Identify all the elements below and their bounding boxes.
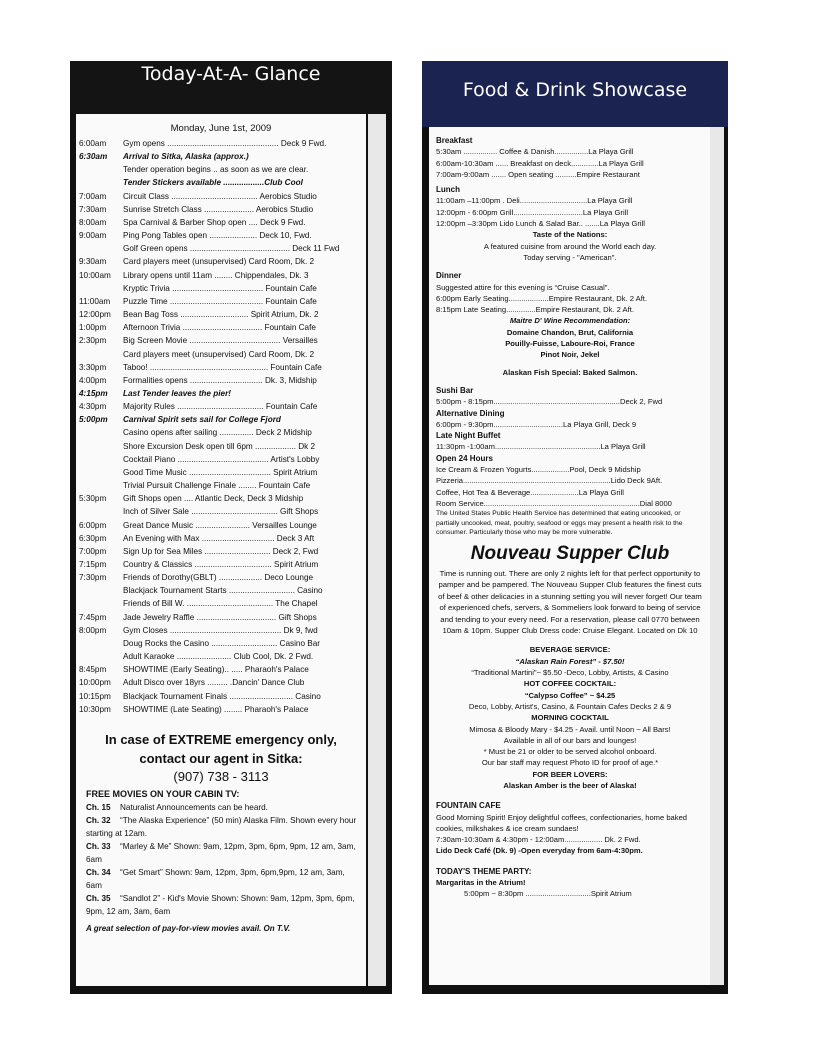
schedule-time: 2:30pm — [79, 336, 107, 346]
section-lunch: Lunch — [436, 185, 460, 195]
schedule-time: 8:00pm — [79, 625, 107, 635]
schedule-time — [76, 163, 123, 176]
schedule-event: Spa Carnival & Barber Shop open .... Deck 9 Fwd. — [123, 217, 306, 227]
schedule-event: Circuit Class ...................................... Aerobics Studio — [123, 191, 317, 201]
schedule-event: Golf Green opens ............................................ Deck 11 Fwd — [123, 244, 340, 254]
schedule-row — [76, 400, 366, 413]
schedule-row — [76, 203, 366, 216]
movie-text: “Sandlot 2” - Kid's Movie Shown: Shown: 9am, 12pm, 3pm, 6pm, 9pm, 12 am, 3am, 6am — [86, 893, 355, 916]
schedule-row — [76, 374, 366, 387]
movie-item — [86, 892, 360, 918]
schedule-row — [76, 571, 366, 584]
schedule-row — [76, 492, 366, 505]
lido-cafe: Lido Deck Café (Dk. 9) -Open everyday from 6am-4:30pm. — [436, 846, 643, 856]
movies-list — [76, 801, 366, 918]
list-item: 12:00pm - 6:00pm Grill.................................La Playa Grill — [436, 207, 629, 217]
schedule-time: 1:00pm — [79, 323, 107, 333]
schedule-time: 9:30am — [79, 257, 107, 267]
age-notice: Our bar staff may request Photo ID for proof of age.* — [481, 758, 659, 768]
schedule-row — [76, 545, 366, 558]
nations-title: Taste of the Nations: — [532, 230, 608, 240]
nations-line: A featured cuisine from around the World each day. — [483, 241, 657, 251]
schedule-row — [76, 387, 366, 400]
schedule-event: Formalities opens ................................ Dk. 3, Midship — [123, 375, 317, 385]
schedule-time — [76, 426, 123, 439]
schedule-time: 9:00am — [79, 231, 107, 241]
schedule-row — [76, 242, 366, 255]
schedule-row — [76, 663, 366, 676]
schedule-row — [76, 255, 366, 268]
section-breakfast: Breakfast — [436, 136, 473, 145]
schedule-event: Card players meet (unsupervised) Card Room, Dk. 2 — [123, 349, 315, 359]
list-item: 5:30am ................ Coffee & Danish................La Playa Grill — [436, 147, 634, 157]
schedule-time: 6:30pm — [79, 533, 107, 543]
schedule-time — [76, 453, 123, 466]
morning-line: Mimosa & Bloody Mary - $4.25 - Avail. until Noon ~ All Bars! — [469, 724, 671, 734]
schedule-row — [76, 321, 366, 334]
list-item: Ice Cream & Frozen Yogurts..................Pool, Deck 9 Midship — [436, 465, 641, 475]
fountain-text: Good Morning Spirit! Enjoy delightful coffees, confectionaries, home baked cookies, milkshakes & ice cream sundaes! — [436, 812, 688, 833]
movie-text: “Marley & Me” Shown: 9am, 12pm, 3pm, 6pm, 9pm, 12 am, 3am, 6am — [86, 841, 356, 864]
schedule-event: Puzzle Time ......................................... Fountain Cafe — [123, 296, 317, 306]
schedule-row — [76, 229, 366, 242]
schedule-event: Big Screen Movie ........................................ Versailles — [123, 336, 318, 346]
schedule-row — [76, 269, 366, 282]
schedule-time: 7:15pm — [79, 560, 107, 569]
theme-name: Margaritas in the Atrium! — [436, 878, 526, 888]
schedule-time: 4:15pm — [79, 388, 108, 398]
schedule-event: Good Time Music .................................... Spirit Atrium — [123, 467, 318, 477]
list-item: 7:00am-9:00am ....... Open seating ..........Empire Restaurant — [436, 169, 640, 179]
theme-title: TODAY'S THEME PARTY: — [436, 866, 532, 876]
schedule-time — [76, 637, 123, 650]
movie-channel: Ch. 15 — [86, 802, 111, 812]
section-dinner: Dinner — [436, 271, 462, 281]
schedule-time: 4:00pm — [79, 375, 107, 385]
movie-item — [86, 840, 360, 866]
schedule-event: Tender operation begins .. as soon as we are clear. — [123, 165, 309, 175]
hot-coffee-title: HOT COFFEE COCKTAIL: — [523, 679, 617, 689]
schedule-row — [76, 190, 366, 203]
schedule-event: Kryptic Trivia ........................................ Fountain Cafe — [123, 283, 317, 293]
beer-title: FOR BEER LOVERS: — [532, 769, 608, 779]
list-item: 5:00pm - 8:15pm............................................................Deck 2, Fwd — [436, 397, 663, 407]
schedule-row — [76, 176, 366, 189]
schedule-row — [76, 676, 366, 689]
beverage-title: BEVERAGE SERVICE: — [529, 645, 611, 655]
list-item: Room Service..........................................................................Dial 8000 — [436, 498, 672, 508]
schedule-row — [76, 334, 366, 347]
movies-footer: A great selection of pay-for-view movies avail. On T.V. — [86, 923, 291, 933]
movie-item — [86, 814, 360, 840]
panel-title: Food & Drink Showcase — [422, 61, 728, 127]
schedule-event: SHOWTIME (Early Seating).. ..... Pharaoh's Palace — [123, 665, 309, 675]
schedule-time: 12:00pm — [79, 310, 111, 320]
schedule-time: 8:00am — [79, 217, 107, 227]
section-open-24: Open 24 Hours — [436, 453, 493, 463]
schedule-row — [76, 558, 366, 571]
fish-special: Alaskan Fish Special: Baked Salmon. — [502, 367, 638, 377]
list-item: 8:15pm Late Seating..............Empire Restaurant, Dk. 2 Aft. — [436, 305, 634, 315]
list-item: Pizzeria......................................................................Lido Deck 9Aft. — [436, 476, 663, 486]
schedule-time — [76, 479, 123, 492]
schedule-event: Great Dance Music ........................ Versailles Lounge — [123, 520, 317, 530]
schedule-row — [76, 532, 366, 545]
schedule-time — [76, 348, 123, 361]
supper-club-title: Nouveau Supper Club — [470, 542, 670, 564]
supper-club-text: Time is running out. There are only 2 nights left for that perfect opportunity to pamper and be pampered. The Nouveau Supper Club features the finest cuts of beef & other delicacies in a stunning setting you will never forget! Our team of experienced chefs, servers, & Sommeliers look forward to being of service and tending to your every need. For a reservation, please call 0770 between 10am & 10pm. Supper Club Dress code: Cruise Elegant. Located on Dk 10 — [438, 568, 702, 636]
schedule-event: Gym Closes ................................................. Dk 9, fwd — [123, 625, 318, 635]
schedule-list — [76, 137, 366, 716]
schedule-event: Country & Classics .................................. Spirit Atrium — [123, 560, 319, 569]
schedule-row — [76, 308, 366, 321]
food-sheet — [429, 127, 710, 985]
schedule-time — [76, 505, 123, 518]
emergency-notice — [76, 730, 366, 768]
schedule-row — [76, 703, 366, 716]
dinner-attire: Suggested attire for this evening is “Cruise Casual”. — [436, 282, 610, 292]
movie-channel: Ch. 32 — [86, 815, 111, 825]
schedule-row — [76, 348, 366, 361]
panel-title: Today-At-A- Glance — [70, 61, 392, 114]
morning-title: MORNING COCKTAIL — [531, 713, 609, 723]
emergency-phone: (907) 738 - 3113 — [173, 768, 269, 784]
schedule-event: Carnival Spirit sets sail for College Fjord — [123, 415, 281, 425]
schedule-row — [76, 637, 366, 650]
list-item: 11:00am –11:00pm . Deli................................La Playa Grill — [436, 196, 633, 206]
movies-title: FREE MOVIES ON YOUR CABIN TV: — [86, 788, 240, 799]
movie-item — [86, 801, 360, 814]
schedule-row — [76, 466, 366, 479]
calypso-location: Deco, Lobby, Artist's, Casino, & Fountain Cafes Decks 2 & 9 — [468, 701, 672, 711]
section-sushi: Sushi Bar — [436, 385, 474, 395]
schedule-row — [76, 584, 366, 597]
schedule-event: Adult Karaoke ........................ Club Cool, Dk. 2 Fwd. — [123, 652, 314, 662]
health-notice: The United States Public Health Service has determined that eating uncooked, or partially uncooked, meat, poultry, seafood or eggs may present a health risk to the consumer. Particularly those who may be more vulnerable. — [436, 510, 683, 537]
schedule-time: 5:00pm — [79, 415, 108, 425]
age-notice: * Must be 21 or older to be served alcohol onboard. — [483, 747, 657, 757]
schedule-time: 8:45pm — [79, 665, 107, 675]
schedule-event: An Evening with Max ................................ Deck 3 Aft — [123, 533, 315, 543]
movie-item — [86, 866, 360, 892]
schedule-row — [76, 426, 366, 439]
schedule-event: Cocktail Piano ........................................ Artist's Lobby — [123, 454, 320, 464]
schedule-event: Trivial Pursuit Challenge Finale ........ Fountain Cafe — [123, 481, 311, 491]
schedule-event: Blackjack Tournament Starts ............................. Casino — [123, 586, 323, 596]
schedule-time: 6:00pm — [79, 520, 107, 530]
schedule-time: 7:30am — [79, 204, 107, 214]
list-item: 6:00pm - 9:30pm.................................La Playa Grill, Deck 9 — [436, 419, 637, 429]
list-item: 11:30pm -1:00am..................................................La Playa Grill — [436, 442, 646, 452]
schedule-time — [76, 597, 123, 610]
schedule-event: Ping Pong Tables open ..................... Deck 10, Fwd. — [123, 231, 312, 241]
schedule-event: Library opens until 11am ........ Chippendales, Dk. 3 — [123, 270, 309, 280]
schedule-event: Sunrise Stretch Class ...................... Aerobics Studio — [123, 204, 314, 214]
schedule-time: 5:30pm — [79, 494, 107, 504]
schedule-row — [76, 624, 366, 637]
schedule-time — [76, 650, 123, 663]
theme-row: 5:00pm ~ 8:30pm ...............................Spirit Atrium — [464, 889, 632, 899]
schedule-event: SHOWTIME (Late Seating) ........ Pharaoh's Palace — [123, 704, 309, 714]
schedule-event: Card players meet (unsupervised) Card Room, Dk. 2 — [123, 257, 315, 267]
schedule-row — [76, 163, 366, 176]
list-item: 6:00pm Early Seating...................Empire Restaurant, Dk. 2 Aft. — [436, 293, 648, 303]
schedule-row — [76, 216, 366, 229]
nations-today: Today serving - "American". — [523, 252, 617, 262]
schedule-time: 3:30pm — [79, 362, 107, 372]
schedule-time: 6:30am — [79, 152, 108, 162]
schedule-time: 7:45pm — [79, 612, 107, 622]
section-alternative: Alternative Dining — [436, 408, 505, 418]
list-item: 12:00pm –3:30pm Lido Lunch & Salad Bar.. .......La Playa Grill — [436, 219, 645, 229]
wine-item: Pouilly-Fuisse, Laboure-Roi, France — [505, 339, 635, 349]
schedule-event: Friends of Dorothy(GBLT) ................... Deco Lounge — [123, 573, 314, 583]
schedule-time: 4:30pm — [79, 402, 107, 412]
page-edge — [368, 114, 386, 986]
schedule-event: Adult Disco over 18yrs ......... .Dancin' Dance Club — [123, 678, 305, 688]
schedule-event: Shore Excursion Desk open till 6pm .................. Dk 2 — [123, 441, 316, 451]
schedule-time: 7:00am — [79, 191, 107, 201]
schedule-row — [76, 295, 366, 308]
emergency-line-2: contact our agent in Sitka: — [139, 750, 303, 766]
schedule-row — [76, 597, 366, 610]
schedule-time: 6:00am — [79, 139, 107, 148]
schedule-row — [76, 650, 366, 663]
schedule-time: 10:00pm — [79, 678, 111, 688]
list-item: 6:00am-10:30am ...... Breakfast on deck.............La Playa Grill — [436, 158, 644, 168]
schedule-event: Gift Shops open .... Atlantic Deck, Deck 3 Midship — [123, 494, 304, 504]
schedule-row — [76, 150, 366, 163]
wine-item: Domaine Chandon, Brut, California — [506, 327, 634, 337]
schedule-row — [76, 413, 366, 426]
schedule-row — [76, 505, 366, 518]
schedule-event: Jade Jewelry Raffle ................................... Gift Shops — [123, 612, 317, 622]
schedule-time: 7:00pm — [79, 546, 107, 556]
schedule-event: Bean Bag Toss .............................. Spirit Atrium, Dk. 2 — [123, 310, 319, 320]
food-drink-panel — [422, 61, 728, 994]
movie-channel: Ch. 34 — [86, 867, 111, 877]
schedule-event: Doug Rocks the Casino ............................. Casino Bar — [123, 638, 321, 648]
schedule-row — [76, 479, 366, 492]
schedule-row — [76, 440, 366, 453]
list-item: Coffee, Hot Tea & Beverage.......................La Playa Grill — [436, 487, 624, 497]
schedule-row — [76, 137, 366, 150]
schedule-row — [76, 361, 366, 374]
schedule-row — [76, 453, 366, 466]
schedule-event: Taboo! .................................................... Fountain Cafe — [123, 362, 322, 372]
schedule-time: 7:30pm — [79, 573, 107, 583]
beverage-martini: “Traditional Martini”~ $5.50 -Deco, Lobby, Artists, & Casino — [471, 668, 669, 678]
schedule-event: Inch of Silver Sale ...................................... Gift Shops — [123, 507, 319, 517]
fountain-hours: 7:30am-10:30am & 4:30pm - 12:00am.................. Dk. 2 Fwd. — [436, 835, 641, 845]
movie-text: Naturalist Announcements can be heard. — [120, 802, 268, 812]
schedule-row — [76, 611, 366, 624]
movie-channel: Ch. 35 — [86, 893, 111, 903]
schedule-time — [76, 282, 123, 295]
schedule-time — [76, 242, 123, 255]
schedule-time — [76, 466, 123, 479]
schedule-time — [76, 440, 123, 453]
beer-line: Alaskan Amber is the beer of Alaska! — [503, 780, 637, 790]
emergency-line-1: In case of EXTREME emergency only, — [105, 731, 337, 747]
schedule-row — [76, 282, 366, 295]
schedule-event: Friends of Bill W. ...................................... The Chapel — [123, 599, 318, 609]
schedule-time: 10:15pm — [79, 691, 111, 701]
schedule-time: 11:00am — [79, 296, 111, 306]
schedule-event: Casino opens after sailing ............... Deck 2 Midship — [123, 428, 312, 438]
schedule-event: Blackjack Tournament Finals ............................ Casino — [123, 691, 321, 701]
schedule-date: Monday, June 1st, 2009 — [170, 123, 272, 134]
wine-title: Maitre D' Wine Recommendation: — [509, 316, 631, 326]
section-late-night: Late Night Buffet — [436, 431, 501, 441]
schedule-row — [76, 519, 366, 532]
schedule-time — [76, 176, 123, 189]
schedule-event: Gym opens ................................................. Deck 9 Fwd. — [123, 139, 327, 148]
schedule-event: Sign Up for Sea Miles ............................. Deck 2, Fwd — [123, 546, 319, 556]
movie-text: “The Alaska Experience” (50 min) Alaska Film. Shown every hour starting at 12am. — [86, 815, 357, 838]
schedule-event: Last Tender leaves the pier! — [123, 388, 231, 398]
page-edge — [710, 127, 724, 985]
wine-item: Pinot Noir, Jekel — [540, 350, 600, 360]
schedule-sheet — [76, 114, 366, 986]
morning-line: Available in all of our bars and lounges! — [503, 735, 637, 745]
schedule-row — [76, 690, 366, 703]
beverage-rain: “Alaskan Rain Forest” - $7.50! — [515, 656, 625, 666]
movie-channel: Ch. 33 — [86, 841, 111, 851]
fountain-title: FOUNTAIN CAFE — [436, 801, 501, 811]
schedule-time — [76, 584, 123, 597]
schedule-event: Majority Rules ...................................... Fountain Cafe — [123, 402, 318, 412]
schedule-time: 10:30pm — [79, 704, 111, 714]
schedule-time: 10:00am — [79, 270, 111, 280]
movie-text: “Get Smart” Shown: 9am, 12pm, 3pm, 6pm,9pm, 12 am, 3am, 6am — [86, 867, 345, 890]
schedule-event: Tender Stickers available ..................Club Cool — [123, 178, 303, 188]
today-at-a-glance-panel — [70, 61, 392, 994]
schedule-event: Arrival to Sitka, Alaska (approx.) — [123, 152, 249, 162]
calypso: “Calypso Coffee” ~ $4.25 — [524, 690, 616, 700]
schedule-event: Afternoon Trivia ................................... Fountain Cafe — [123, 323, 316, 333]
